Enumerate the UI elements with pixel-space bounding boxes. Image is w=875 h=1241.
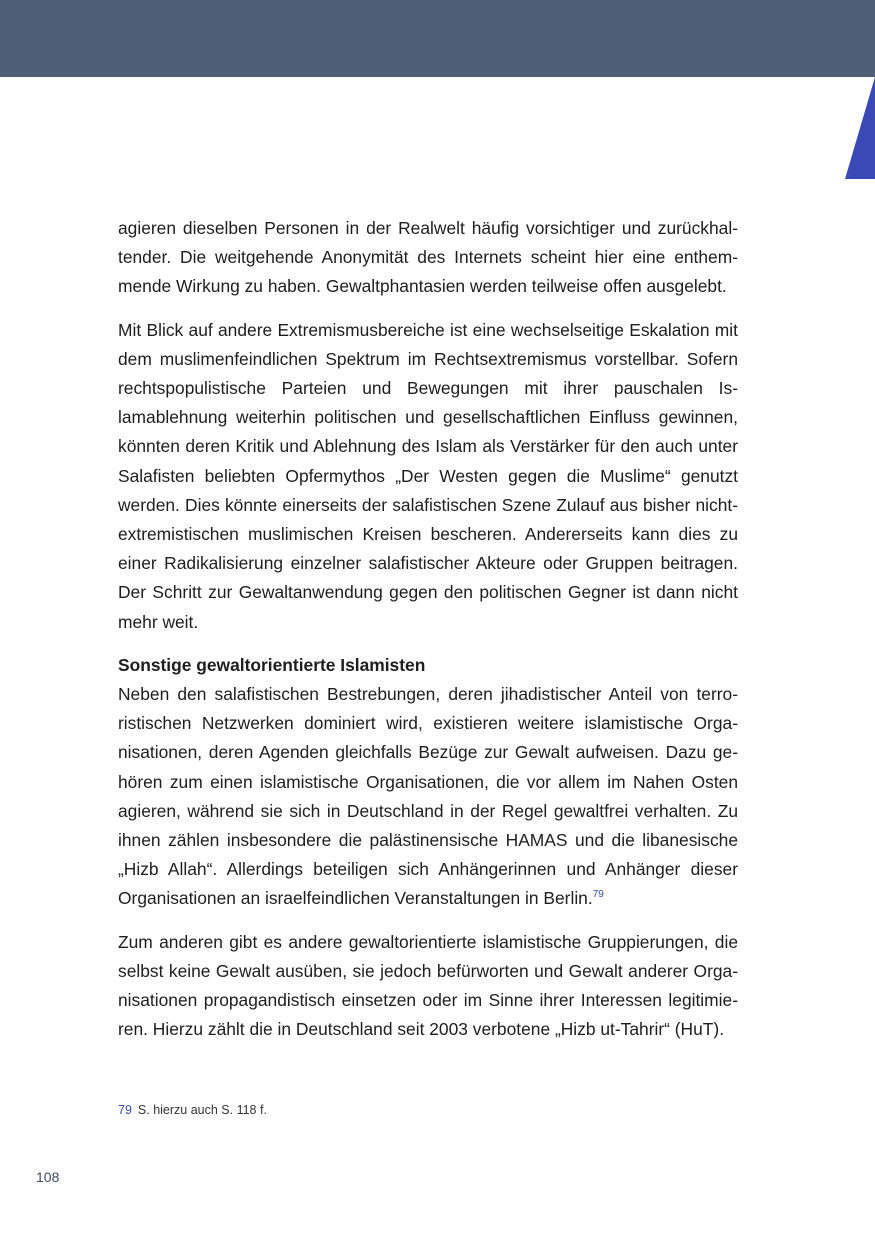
footnote-text: S. hierzu auch S. 118 f.: [137, 1103, 267, 1117]
paragraph-4: Zum anderen gibt es andere gewaltorientierte islamistische Gruppierungen, die selbst keine Gewalt ausüben, sie jedoch befürworten und Gewalt anderer Organisationen propagandistisch einsetzen oder im Sinne ihrer Interessen legitimieren. Hierzu zählt die in Deutschland seit 2003 verbotene „Hizb ut-Tahrir“ (HuT).: [118, 931, 738, 1040]
footnote-number: 79: [118, 1103, 132, 1117]
paragraph-2: Mit Blick auf andere Extremismusbereiche ist eine wechselseitige Eskalation mit dem muslimenfeindlichen Spektrum im Rechtsextremismus vorstellbar. Sofern rechtspopulistische Parteien und Bewegungen mit ihrer pauschalen Islamablehnung weiterhin politischen und gesellschaftlichen Einfluss gewinnen, könnten deren Kritik und Ablehnung des Islam als Verstärker für den auch unter Salafisten beliebten Opfermythos „Der Westen gegen die Muslime“ genutzt werden. Dies könnte einerseits der salafistischen Szene Zulauf aus bisher nicht-extremistischen muslimischen Kreisen bescheren. Andererseits kann dies zu einer Radikalisierung einzelner salafistischer Akteure oder Gruppen beitragen. Der Schritt zur Gewaltanwendung gegen den politischen Gegner ist dann nicht mehr weit.: [118, 319, 738, 632]
corner-tab-marker: [845, 77, 875, 179]
footnote: [118, 1101, 267, 1119]
page-number: 108: [36, 1169, 60, 1185]
page-header-band: [0, 0, 875, 77]
section-heading: Sonstige gewaltorientierte Islamisten: [118, 654, 426, 675]
paragraph-1: agieren dieselben Personen in der Realwelt häufig vorsichtiger und zurückhaltender. Die weitgehende Anonymität des Internets scheint hier eine enthemmende Wirkung zu haben. Gewaltphantasien werden teilweise offen ausgelebt.: [118, 218, 738, 297]
footnote-reference[interactable]: 79: [592, 889, 604, 901]
paragraph-3: [118, 680, 738, 914]
main-text: [118, 214, 738, 1058]
paragraph-3-text: Neben den salafistischen Bestrebungen, deren jihadistischer Anteil von terroristischen Netzwerken dominiert wird, existieren weitere islamistische Organisationen, deren Agenden gleichfalls Bezüge zur Gewalt aufweisen. Dazu gehören zum einen islamistische Organisationen, die vor allem im Nahen Osten agieren, während sie sich in Deutschland in der Regel gewaltfrei verhalten. Zu ihnen zählen insbesondere die palästinensische HAMAS und die libanesische „Hizb Allah“. Allerdings beteiligen sich Anhängerinnen und Anhänger dieser Organisationen an israelfeindlichen Veranstaltungen in Berlin.: [118, 684, 738, 909]
